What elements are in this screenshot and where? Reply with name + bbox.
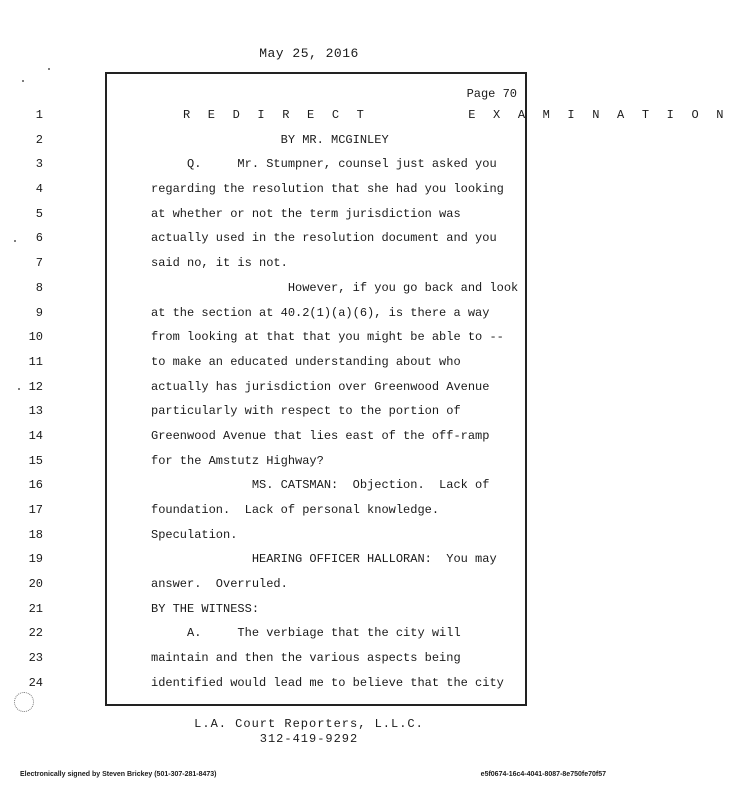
- line-number: 4: [35, 182, 43, 197]
- scan-speck: [48, 68, 50, 70]
- transcript-line: [35, 153, 525, 178]
- transcript-lines: [28, 104, 729, 697]
- transcript-page: [28, 72, 729, 706]
- scan-speck: [18, 388, 20, 390]
- line-number: 17: [28, 503, 43, 517]
- line-number: 3: [35, 157, 43, 172]
- document-id: e5f0674-16c4-4041-8087-8e750fe70f57: [480, 771, 606, 778]
- transcript-line: [28, 524, 525, 549]
- transcript-line: [28, 622, 525, 647]
- line-number: 23: [28, 651, 43, 666]
- transcript-line: [35, 302, 525, 327]
- reporter-phone: 312-419-9292: [259, 732, 359, 746]
- transcript-line: [35, 178, 525, 203]
- transcript-line: [28, 425, 525, 450]
- scan-speck: [22, 80, 24, 82]
- transcript-line: [28, 499, 525, 524]
- line-text: answer. Overruled.: [151, 577, 288, 592]
- line-text: MS. CATSMAN: Objection. Lack of: [151, 478, 490, 493]
- transcript-line: [28, 351, 525, 376]
- deposition-date: May 25, 2016: [259, 46, 359, 61]
- transcript-line: [28, 376, 525, 401]
- transcript-line: [28, 548, 525, 573]
- line-text: BY MR. MCGINLEY: [151, 132, 389, 147]
- transcript-line: [35, 104, 729, 129]
- line-number: 7: [35, 256, 43, 271]
- line-number: 6: [35, 231, 43, 246]
- line-text: BY THE WITNESS:: [151, 601, 260, 616]
- line-number: 19: [28, 552, 43, 567]
- line-text: A. The verbiage that the city will: [151, 626, 461, 641]
- scan-speck: [14, 240, 16, 242]
- line-number: 21: [28, 601, 43, 616]
- transcript-line: [35, 277, 525, 302]
- transcript-line: [28, 573, 525, 598]
- transcript-line: [28, 598, 525, 623]
- transcript-line: [28, 672, 525, 697]
- page-number: Page 70: [466, 87, 517, 101]
- line-text: HEARING OFFICER HALLORAN: You may: [151, 552, 497, 567]
- line-number: 1: [35, 108, 43, 122]
- line-number: 9: [35, 305, 43, 320]
- line-text: However, if you go back and look: [151, 280, 519, 295]
- line-text: Speculation.: [151, 527, 238, 542]
- reporter-name: L.A. Court Reporters, L.L.C.: [194, 717, 424, 731]
- line-text: maintain and then the various aspects being: [151, 651, 461, 666]
- line-number: 22: [28, 626, 43, 641]
- line-text: to make an educated understanding about who: [151, 354, 461, 369]
- line-text: Greenwood Avenue that lies east of the off-ramp: [151, 428, 490, 443]
- line-text: from looking at that that you might be able to --: [151, 330, 504, 345]
- transcript-line: [28, 450, 525, 475]
- line-text: actually used in the resolution document and you: [151, 231, 497, 246]
- line-text: particularly with respect to the portion of: [151, 404, 461, 419]
- line-number: 11: [28, 354, 43, 369]
- line-text: for the Amstutz Highway?: [151, 453, 324, 468]
- line-number: 10: [28, 330, 43, 345]
- transcript-line: [35, 252, 525, 277]
- transcript-line: [35, 227, 525, 252]
- line-text: actually has jurisdiction over Greenwood Avenue: [151, 379, 490, 394]
- line-number: 16: [28, 478, 43, 493]
- transcript-line: [28, 474, 525, 499]
- punch-hole-mark: [14, 692, 34, 712]
- line-text: at the section at 40.2(1)(a)(6), is there a way: [151, 305, 490, 320]
- line-number: 14: [28, 428, 43, 443]
- transcript-line: [35, 129, 525, 154]
- transcript-line: [35, 203, 525, 228]
- line-text: R E D I R E C T E X A M I N A T I O N: [183, 108, 729, 122]
- line-text: foundation. Lack of personal knowledge.: [151, 503, 440, 517]
- line-number: 20: [28, 577, 43, 592]
- line-text: at whether or not the term jurisdiction was: [151, 206, 461, 221]
- line-text: identified would lead me to believe that the city: [151, 675, 504, 690]
- line-number: 8: [35, 280, 43, 295]
- line-text: Q. Mr. Stumpner, counsel just asked you: [151, 157, 497, 172]
- electronic-signature-note: Electronically signed by Steven Brickey (501-307-281-8473): [20, 771, 217, 778]
- transcript-line: [28, 400, 525, 425]
- line-number: 13: [28, 404, 43, 419]
- line-number: 24: [28, 675, 43, 690]
- line-number: 15: [28, 453, 43, 468]
- line-number: 18: [28, 527, 43, 542]
- line-number: 5: [35, 206, 43, 221]
- line-text: regarding the resolution that she had you looking: [151, 182, 504, 197]
- transcript-line: [28, 647, 525, 672]
- line-number: 2: [35, 132, 43, 147]
- transcript-line: [28, 326, 525, 351]
- line-text: said no, it is not.: [151, 256, 288, 271]
- line-number: 12: [28, 379, 43, 394]
